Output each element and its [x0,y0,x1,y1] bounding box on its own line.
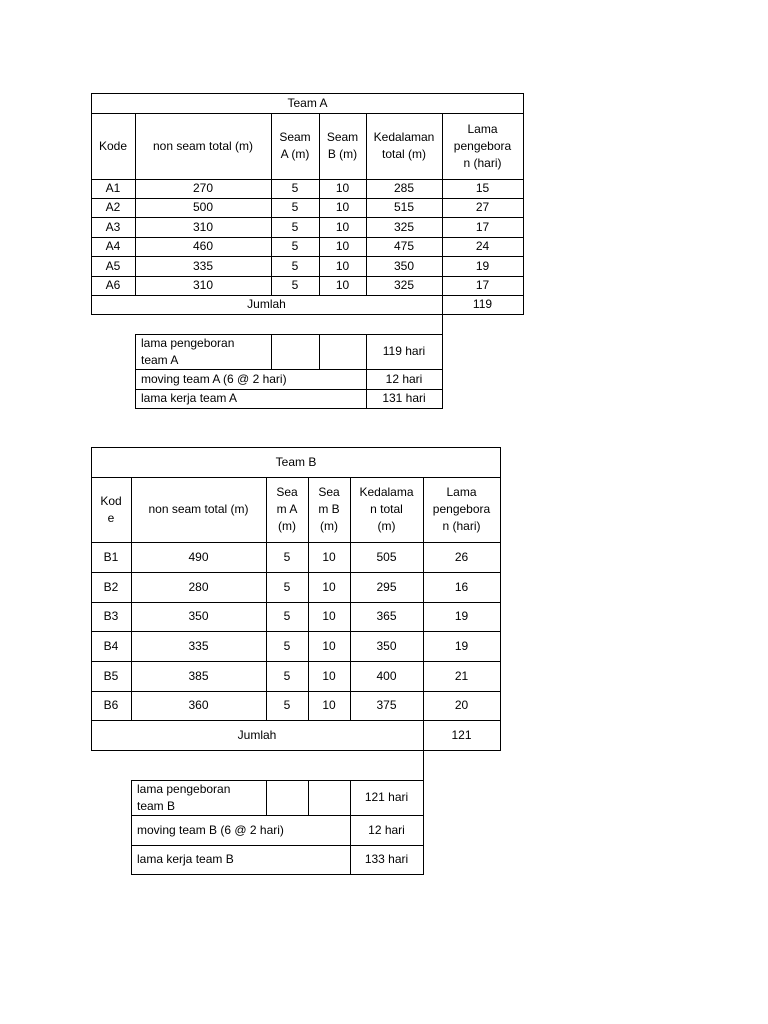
team-b-header-non-seam: non seam total (m) [148,502,249,516]
team-b-cell-seam-a: 5 [283,549,291,564]
team-b-summary-label: moving team B (6 @ 2 hari) [137,822,284,837]
team-b-cell-lama: 16 [454,579,469,594]
team-a-cell-seam-b: 10 [335,181,350,195]
team-a-cell-lama: 24 [475,239,490,253]
team-a-cell-seam-b: 10 [335,239,350,253]
team-b-total-value: 121 [451,727,472,742]
team-b-cell-kedalaman: 365 [376,609,397,623]
team-b-cell-non-seam: 360 [188,698,209,712]
team-b-header-seam-a: Sea m A (m) [276,485,298,533]
team-b-cell-seam-b: 10 [322,668,336,683]
team-a-summary-label: lama pengeboran team A [141,335,235,367]
team-a-cell-lama: 27 [475,200,490,214]
team-b-header-kedalaman: Kedalama n total (m) [359,485,414,533]
team-a-cell-seam-b: 10 [335,219,350,234]
team-b-cell-lama: 19 [454,609,469,623]
team-a-cell-seam-a: 5 [291,239,299,253]
team-b-cell-seam-a: 5 [283,579,291,594]
team-a-cell-lama: 19 [475,258,490,273]
team-a-title: Team A [287,95,328,110]
team-a-cell-kode: A6 [105,278,121,292]
team-b-cell-kedalaman: 400 [376,668,397,683]
team-b-cell-seam-a: 5 [283,638,291,653]
team-b-cell-kode: B3 [103,609,119,623]
team-a-cell-kedalaman: 285 [393,181,415,195]
team-b-cell-seam-a: 5 [283,698,291,712]
team-b-cell-lama: 19 [454,638,469,653]
team-b-cell-lama: 20 [454,698,469,712]
team-b-cell-kedalaman: 375 [376,698,397,712]
team-a-cell-kode: A4 [105,239,121,253]
team-a-cell-seam-a: 5 [291,278,299,292]
team-a-cell-seam-a: 5 [291,181,299,195]
team-a-header-seam-b: Seam B (m) [326,130,359,161]
team-a-cell-kedalaman: 475 [393,239,415,253]
team-a-cell-non-seam: 460 [192,239,214,253]
team-b-summary-value: 133 hari [364,852,409,866]
team-b-cell-non-seam: 385 [188,668,209,683]
team-b-cell-lama: 21 [454,668,469,683]
team-b-header-lama: Lama pengebora n (hari) [432,485,491,533]
team-a-cell-lama: 17 [475,278,490,292]
team-b-cell-seam-b: 10 [322,698,336,712]
team-b-cell-kode: B1 [103,549,119,564]
team-b-cell-kode: B4 [103,638,119,653]
team-a-cell-non-seam: 310 [192,219,214,234]
team-a-cell-kedalaman: 350 [393,258,415,273]
team-b-cell-seam-b: 10 [322,609,336,623]
team-b-total-label: Jumlah [237,727,277,742]
team-a-header-lama: Lama pengebora n (hari) [453,121,512,170]
team-a-summary-value: 12 hari [385,371,423,386]
team-a-cell-seam-b: 10 [335,200,350,214]
team-a-summary-value: 131 hari [382,391,426,405]
team-b-cell-seam-a: 5 [283,668,291,683]
team-a-summary-label: lama kerja team A [141,391,238,405]
team-a-cell-kode: A5 [105,258,121,273]
team-b-cell-seam-b: 10 [322,549,336,564]
team-a-cell-kedalaman: 325 [393,278,415,292]
team-b-cell-non-seam: 490 [188,549,209,564]
team-a-cell-non-seam: 500 [192,200,214,214]
team-b-cell-lama: 26 [454,549,469,564]
team-a-cell-non-seam: 270 [192,181,214,195]
team-b-cell-kode: B2 [103,579,119,594]
team-b-cell-seam-b: 10 [322,579,336,594]
team-b-cell-non-seam: 350 [188,609,209,623]
team-a-cell-non-seam: 310 [192,278,214,292]
team-a-cell-seam-a: 5 [291,219,299,234]
team-a-cell-kode: A1 [105,181,121,195]
team-b-summary-value: 121 hari [364,790,409,804]
team-a-summary-value: 119 hari [382,344,426,358]
team-a-cell-kedalaman: 325 [393,219,415,234]
team-b-cell-non-seam: 335 [188,638,209,653]
team-a-total-value: 119 [472,297,493,311]
team-b-header-kode: Kod e [100,493,122,525]
team-a-cell-kode: A3 [105,219,121,234]
team-a-cell-lama: 15 [475,181,490,195]
team-b-cell-kedalaman: 350 [376,638,397,653]
team-b-cell-non-seam: 280 [188,579,209,594]
team-a-cell-non-seam: 335 [192,258,214,273]
team-a-cell-seam-a: 5 [291,200,299,214]
team-b-cell-seam-a: 5 [283,609,291,623]
team-a-header-kedalaman: Kedalaman total (m) [373,130,435,161]
team-a-header-non-seam: non seam total (m) [152,138,254,153]
team-b-cell-kedalaman: 295 [376,579,397,594]
team-b-summary-value: 12 hari [368,822,405,837]
team-a-cell-kedalaman: 515 [393,200,415,214]
team-a-cell-seam-b: 10 [335,258,350,273]
team-a-header-seam-a: Seam A (m) [279,130,311,161]
team-b-cell-kode: B6 [103,698,119,712]
team-a-cell-seam-b: 10 [335,278,350,292]
team-a-summary-label: moving team A (6 @ 2 hari) [141,371,287,386]
team-b-header-seam-b: Sea m B (m) [318,485,340,533]
team-b-title: Team B [275,454,317,469]
team-a-cell-lama: 17 [475,219,490,234]
team-a-cell-seam-a: 5 [291,258,299,273]
team-b-cell-kedalaman: 505 [376,549,397,564]
team-b-cell-kode: B5 [103,668,119,683]
team-b-summary-label: lama kerja team B [137,852,234,866]
team-b-cell-seam-b: 10 [322,638,336,653]
team-a-cell-kode: A2 [105,200,121,214]
team-b-summary-label: lama pengeboran team B [137,781,231,813]
team-a-header-kode: Kode [98,138,128,153]
team-a-total-label: Jumlah [247,297,286,311]
